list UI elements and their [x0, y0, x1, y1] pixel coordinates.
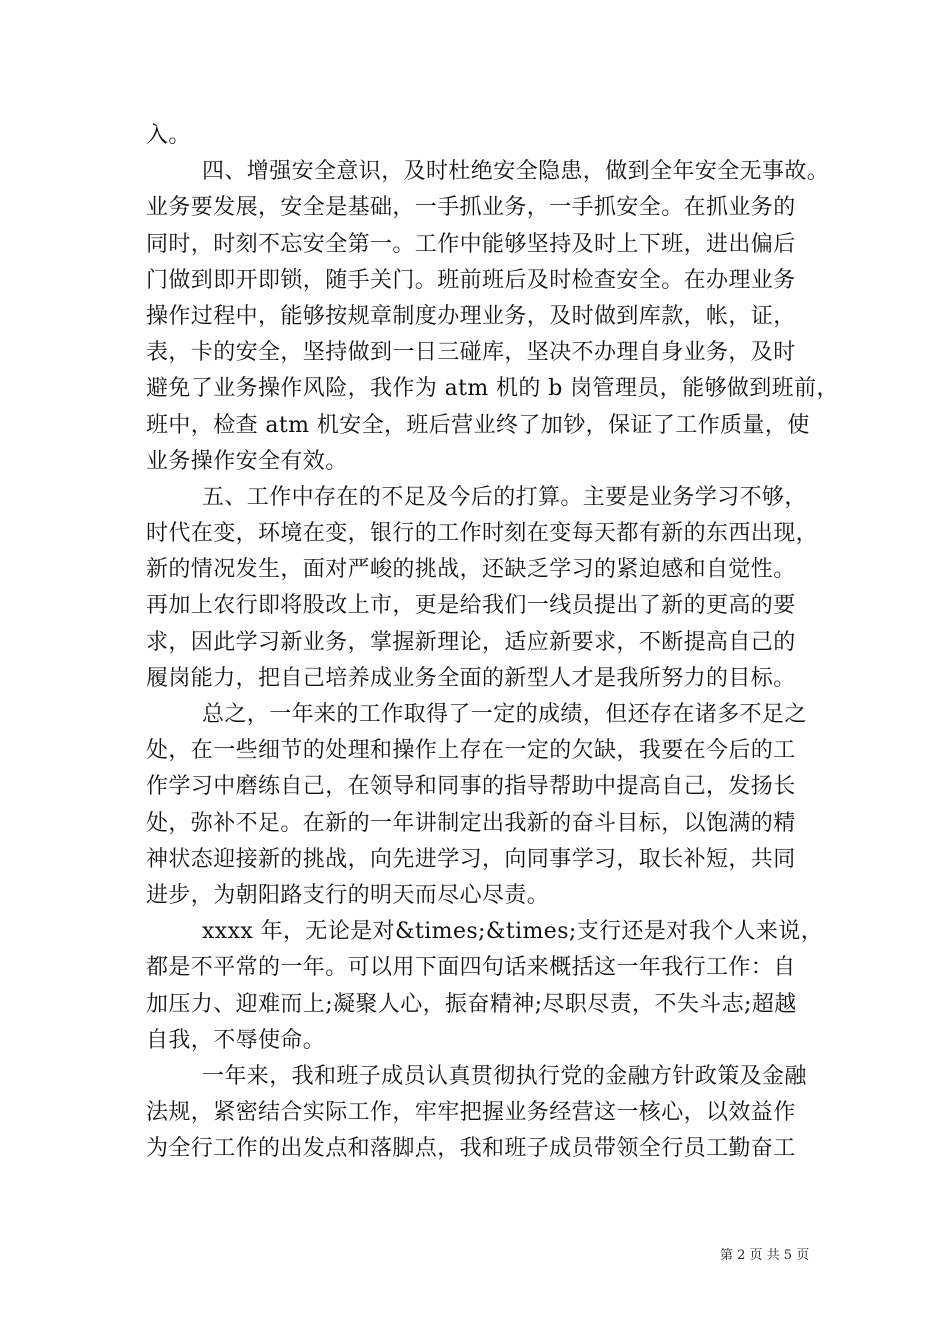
text-line: 求，因此学习新业务，掌握新理论，适应新要求，不断提高自己的 — [146, 629, 796, 655]
text-line: 时代在变，环境在变，银行的工作时刻在变每天都有新的东西出现， — [146, 521, 819, 547]
text-line: 四、增强安全意识，及时杜绝安全隐患，做到全年安全无事故。 — [202, 159, 830, 185]
text-line: 总之，一年来的工作取得了一定的成绩，但还存在诸多不足之 — [202, 702, 807, 727]
body-text — [146, 118, 839, 1167]
text-line: 都是不平常的一年。可以用下面四句话来概括这一年我行工作：自 — [146, 955, 796, 981]
text-line: 神状态迎接新的挑战，向先进学习，向同事学习，取长补短，共同 — [146, 846, 796, 872]
text-line: 加压力、迎难而上;凝聚人心，振奋精神;尽职尽责，不失斗志;超越 — [146, 991, 797, 1017]
text-line: 履岗能力，把自己培养成业务全面的新型人才是我所努力的目标。 — [146, 665, 796, 691]
text-line: 进步，为朝阳路支行的明天而尽心尽责。 — [146, 882, 550, 908]
text-line: 再加上农行即将股改上市，更是给我们一线员提出了新的更高的要 — [146, 593, 796, 619]
text-line: 业务操作安全有效。 — [146, 448, 348, 474]
text-line: 避免了业务操作风险，我作为 atm 机的 b 岗管理员，能够做到班前， — [146, 376, 839, 402]
text-line: 表，卡的安全，坚持做到一日三碰库，坚决不办理自身业务，及时 — [146, 340, 796, 366]
text-line: 操作过程中，能够按规章制度办理业务，及时做到库款，帐，证， — [146, 303, 796, 329]
text-line: 一年来，我和班子成员认真贯彻执行党的金融方针政策及金融 — [202, 1063, 807, 1089]
text-line: 同时，时刻不忘安全第一。工作中能够坚持及时上下班，进出偏后 — [146, 231, 796, 257]
page-number: 第 2 页 共 5 页 — [720, 1248, 810, 1263]
text-line: 处，弥补不足。在新的一年讲制定出我新的奋斗目标，以饱满的精 — [146, 810, 796, 836]
text-line: 门做到即开即锁，随手关门。班前班后及时检查安全。在办理业务 — [146, 267, 796, 293]
text-line: 自我，不辱使命。 — [146, 1027, 326, 1053]
text-line: 新的情况发生，面对严峻的挑战，还缺乏学习的紧迫感和自觉性。 — [146, 557, 796, 583]
text-line: 入。 — [146, 123, 191, 148]
text-line: 业务要发展，安全是基础，一手抓业务，一手抓安全。在抓业务的 — [146, 195, 796, 221]
text-line: 五、工作中存在的不足及今后的打算。主要是业务学习不够， — [202, 484, 807, 510]
text-line: 处，在一些细节的处理和操作上存在一定的欠缺，我要在今后的工 — [146, 738, 796, 764]
text-line: 法规，紧密结合实际工作，牢牢把握业务经营这一核心，以效益作 — [146, 1100, 796, 1126]
text-line: 作学习中磨练自己，在领导和同事的指导帮助中提高自己，发扬长 — [146, 774, 796, 800]
text-line: xxxx 年，无论是对&times;&times;支行还是对我个人来说， — [202, 919, 824, 945]
text-line: 班中，检查 atm 机安全，班后营业终了加钞，保证了工作质量，使 — [146, 412, 810, 438]
text-line: 为全行工作的出发点和落脚点，我和班子成员带领全行员工勤奋工 — [146, 1136, 796, 1162]
